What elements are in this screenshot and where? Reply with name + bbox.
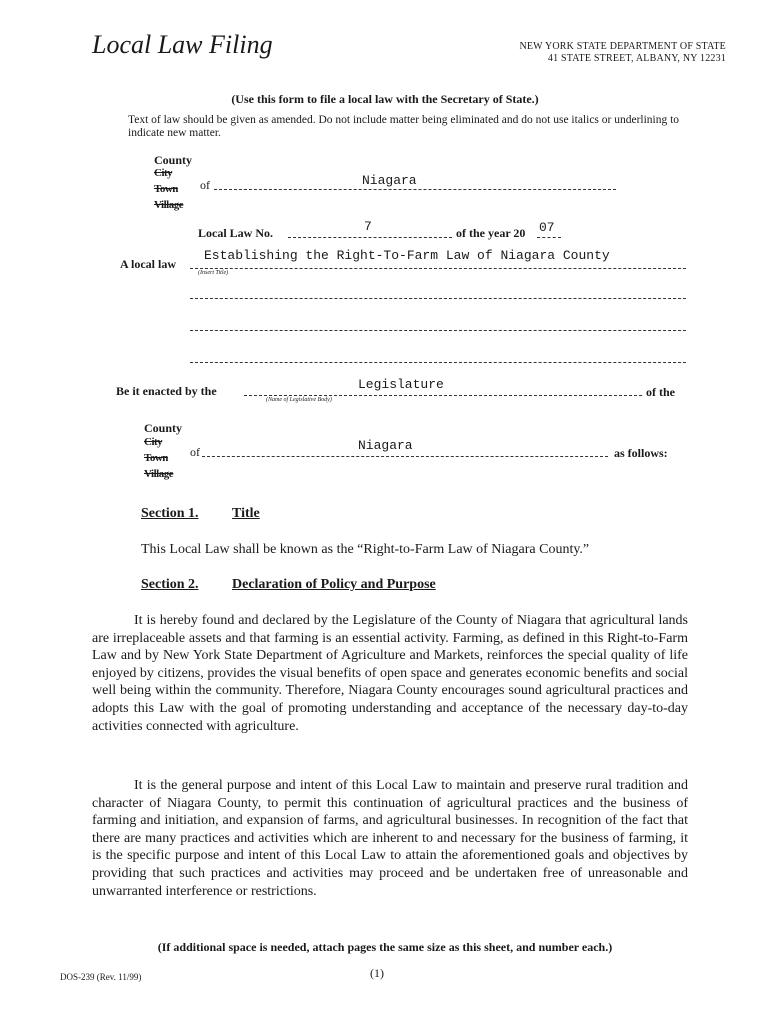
law-year-value: 07 <box>539 220 555 235</box>
text-instruction: Text of law should be given as amended. Do not include matter being eliminated and do not use italics or underlining to indicate new matter. <box>128 114 680 139</box>
legislative-body-line <box>244 395 642 396</box>
jurisdiction2-name-value: Niagara <box>358 438 413 453</box>
of-the-label: of the <box>646 385 675 399</box>
jurisdiction2-name-line <box>202 456 608 457</box>
department-name: NEW YORK STATE DEPARTMENT OF STATE <box>519 41 726 52</box>
local-law-label: A local law <box>120 257 176 271</box>
jurisdiction-city-struck: City <box>154 167 173 179</box>
law-number-value: 7 <box>364 219 372 234</box>
jurisdiction-town-struck: Town <box>154 183 178 195</box>
law-number-line <box>288 237 452 238</box>
section2-paragraph-1: It is hereby found and declared by the Legislature of the County of Niagara that agricultural lands are irreplaceable assets and that farming is an essential activity. Farming, as defined in this Right-to-Farm Law and by New York State Department of Agriculture and Markets, reinforces the special quality of life enjoyed by citizens, provides the visual benefits of open space and generates economic benefits and social well being within the community. Therefore, Niagara County encourages sound agricultural practices and adopts this Law with the goal of promoting understanding and acceptance of the necessary day-to-day activities connected with agriculture. <box>92 613 688 734</box>
jurisdiction-name-line <box>214 189 616 190</box>
title-line-1 <box>190 268 686 269</box>
jurisdiction-county-label: County <box>154 153 193 167</box>
additional-space-note: (If additional space is needed, attach pages the same size as this sheet, and number each.) <box>157 940 613 954</box>
section1-number: Section 1. <box>141 506 199 521</box>
title-line-2 <box>190 298 686 299</box>
jurisdiction2-city-struck: City <box>144 436 163 448</box>
jurisdiction2-village-struck: Village <box>144 468 174 480</box>
jurisdiction-name-value: Niagara <box>362 173 417 188</box>
form-title: Local Law Filing <box>92 30 273 59</box>
section2-paragraph-2: It is the general purpose and intent of this Local Law to maintain and preserve rural tradition and character of Niagara County, to permit this continuation of agricultural practices and the business of farming and initiation, and expansion of farms, and agricultural businesses. In recognition of the fact that there are many practices and activities which are inherent to and necessary for the business of farming, it is the specific purpose and intent of this Local Law to attain the aforementioned goals and objectives by providing that such practices and activities may proceed and be undertaken free of unreasonable and unwarranted interference or restrictions. <box>92 778 688 899</box>
jurisdiction2-county-label: County <box>144 421 183 435</box>
form-use-instruction: (Use this form to file a local law with the Secretary of State.) <box>231 92 539 106</box>
section2-heading: Declaration of Policy and Purpose <box>232 577 436 592</box>
law-year-label: of the year 20 <box>456 226 526 240</box>
department-street: 41 STATE STREET, ALBANY, NY 12231 <box>547 53 726 64</box>
jurisdiction2-of-label: of <box>190 445 200 459</box>
department-address <box>470 41 726 65</box>
section1-heading: Title <box>232 506 260 521</box>
jurisdiction-of-label: of <box>200 178 210 192</box>
form-id: DOS-239 (Rev. 11/99) <box>60 972 142 982</box>
jurisdiction2-town-struck: Town <box>144 452 168 464</box>
section1-text: This Local Law shall be known as the “Right-to-Farm Law of Niagara County.” <box>141 542 590 557</box>
section2-number: Section 2. <box>141 577 199 592</box>
law-number-label: Local Law No. <box>198 226 273 240</box>
legislative-body-caption: (Name of Legislative Body) <box>266 397 332 403</box>
legislative-body-value: Legislature <box>358 377 444 392</box>
enacted-by-label: Be it enacted by the <box>116 384 217 398</box>
title-line-3 <box>190 330 686 331</box>
as-follows-label: as follows: <box>614 446 668 460</box>
insert-title-caption: (Insert Title) <box>198 270 229 276</box>
law-year-line <box>537 237 561 238</box>
title-line-4 <box>190 362 686 363</box>
page-number: (1) <box>370 966 384 980</box>
jurisdiction-village-struck: Village <box>154 199 184 211</box>
local-law-title-value: Establishing the Right-To-Farm Law of Niagara County <box>204 248 610 263</box>
